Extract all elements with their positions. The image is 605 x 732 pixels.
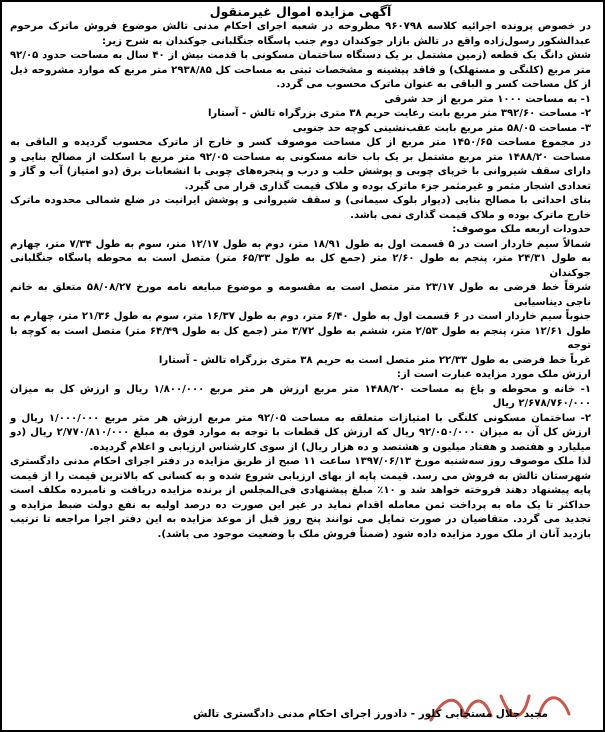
signature-line: مجید جلال مستجابی کلور - دادورز اجرای احکام مدنی دادگستری تالش — [192, 708, 548, 720]
intro-paragraph: در خصوص پرونده اجرائیه کلاسه ۹۶۰۷۹۸ مطروحه در شعبه اجرای احکام مدنی تالش موضوع فروش ماترک مرحوم عبدالشکور رسول‌زاده واقع در تالش بازار جوکندان دوم جنب پاسگاه جنگلبانی جوکندان به شرح زیر: — [10, 21, 592, 47]
deduction-item-2: ۲- مساحت ۳۹۲/۶۰ متر مربع بابت رعایت حریم ۳۸ متری بزرگراه تالش - آستارا — [207, 108, 591, 119]
valuation-heading: ارزش ملک مورد مزایده عبارت است از: — [396, 369, 591, 380]
excluded-structure-paragraph: بنای احداثی با مصالح بنایی (دیوار بلوک سیمانی) و سقف شیروانی و پوشش ایرانیت در ضلع شمالی محدوده ماترک خارج ماترک بوده و ملاک قیمت گذاری نمی باشد. — [10, 195, 591, 221]
handwritten-stamp-mark — [425, 682, 575, 730]
property-description: شش دانگ یک قطعه (زمین مشتمل بر یک دستگاه ساختمان مسکونی با قدمت بیش از ۴۰ سال به مساحت حدود ۹۲/۰۵ متر مربع (کلنگی و مستهلک) و فاقد پیشینه و مشخصات ثبتی به مساحت کل ۲۹۳۸/۸۵ متر مربع که موارد مشروحه ذیل از کل مساحت کسر و الباقی به عنوان ماترک محسوب می گردد. — [10, 50, 591, 90]
boundaries-heading: حدودات اربعه ملک موصوف: — [452, 224, 591, 235]
valuation-item-1: ۱- خانه و محوطه و باغ به مساحت ۱۴۸۸/۲۰ متر مربع ارزش هر متر مربع ۱/۸۰۰/۰۰۰ ریال و ارزش کل به میزان ۲/۶۷۸/۷۶۰/۰۰۰ ریال — [10, 383, 591, 409]
boundary-south: جنوباً سیم خاردار است در ۶ قسمت اول به طول ۶/۴۰ متر، دوم به طول ۱۶/۳۷ متر، سوم به طول ۲۱/۳۶ متر، چهارم به طول ۱۲/۶۱ متر، پنجم به طول ۲/۵۳ متر، ششم به طول ۳/۷۲ متر (جمع کل به طول ۶۴/۴۹ متر) متصل است به کوچه با توجه — [10, 311, 591, 351]
notice-title: آگهی مزایده اموال غیرمنقول — [209, 4, 392, 19]
notice-body — [10, 20, 591, 542]
boundary-north: شمالاً سیم خاردار است در ۵ قسمت اول به طول ۱۸/۹۱ متر، دوم به طول ۱۲/۱۷ متر، سوم به طول ۷/۳۴ متر، چهارم به طول ۲۴/۳۱ متر، پنجم به طول ۲/۶۰ متر (جمع کل به طول ۶۵/۳۳ متر) متصل است به محوطه پاسگاه جنگلبانی جوکندان — [10, 238, 591, 279]
auction-terms-paragraph: لذا ملک موصوف روز سه‌شنبه مورخ ۱۳۹۷/۰۶/۱۳ ساعت ۱۱ صبح از طریق مزایده در دفتر اجرای احکام مدنی دادگستری شهرستان تالش به فروش می رسد. قیمت پایه از بهای ارزیابی شروع شده و به کسانی که بالاترین قیمت را از قیمت پایه پیشنهاد دهند فروخته خواهد شد و ۱۰٪ مبلغ پیشنهادی فی‌المجلس از برنده مزایده دریافت و نامبرده مکلف است حداکثر تا یک ماه به پرداخت ثمن معامله اقدام نماید در غیر این صورت ده درصد اولیه به نفع دولت ضبط مزایده و تجدید می گردد. متقاضیان در صورت تمایل می توانند پنج روز قبل از موعد مزایده به این دفتر اجرا مراجعه تا ترتیب بازدید آنان از ملک مورد مزایده داده شود (ضمناً فروش ملک با وضعیت موجود می باشد). — [10, 456, 591, 540]
boundary-east: شرقاً خط فرضی به طول ۲۳/۱۷ متر متصل است به مقسومه و موضوع مبایعه نامه مورخ ۵۸/۰۸/۲۷ متعلق به خانم ناجی دیناسیابی — [10, 282, 591, 308]
deduction-item-3: ۳- مساحت ۵۸/۰۵ متر مربع بابت عقب‌نشینی کوچه حد جنوبی — [292, 122, 591, 134]
remaining-area-paragraph: در مجموع مساحت ۱۴۵۰/۶۵ متر مربع از کل مساحت موصوف کسر و خارج از ماترک محسوب گردیده و الباقی به مساحت ۱۴۸۸/۲۰ متر مربع مشتمل بر یک باب خانه مسکونی به مساحت ۹۲/۰۵ متر مربع با اسکلت از مصالح بنایی و دارای سقف شیروانی با خرپای چوبی و پوشش حلب و درب و پنجره‌های چوبی با انشعابات برق (دو امتیاز) آب و گاز و تعدادی اشجار مثمر و غیرمثمر جزء ماترک بوده و ملاک قیمت گذاری قرار می گیرد. — [10, 137, 592, 192]
deduction-item-1: ۱- به مساحت ۱۰۰۰ متر مربع از حد شرقی — [384, 93, 591, 105]
valuation-item-2: ۲- ساختمان مسکونی کلنگی با امتیازات متعلقه به مساحت ۹۲/۰۵ متر مربع ارزش هر متر مربع ۱/۰۰۰/۰۰۰ ریال و ارزش کل آن به میزان ۹۲/۰۵۰/۰۰۰ ریال که ارزش کل قطعات با توجه به موارد فوق به مبلغ ۲/۷۷۰/۸۱۰/۰۰۰ ریال (دو میلیارد و هفتصد و هفتاد میلیون و هشتصد و ده هزار ریال) از سوی کارشناس ارزیابی و اعلام گردیده. — [10, 412, 592, 453]
boundary-west: غرباً خط فرضی به طول ۲۲/۳۳ متر متصل است به حریم ۳۸ متری بزرگراه تالش - آستارا — [158, 354, 591, 366]
